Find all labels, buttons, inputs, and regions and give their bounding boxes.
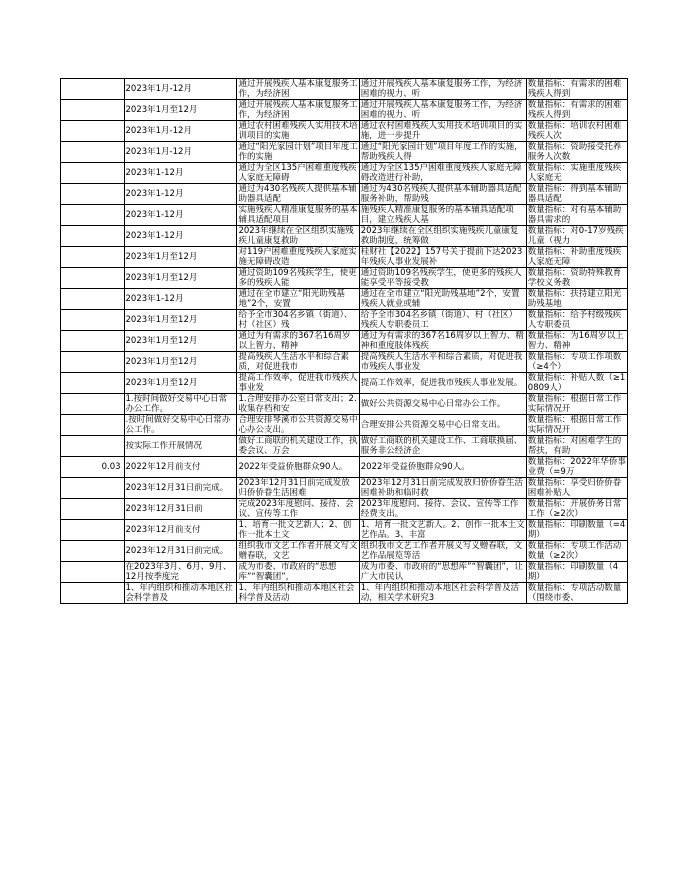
cell-text: 通过开展残疾人基本康复服务工作，为经济困难的视力、听: [360, 100, 523, 120]
period-cell: [124, 310, 237, 331]
amount-cell: [61, 436, 125, 457]
period-cell: [124, 226, 237, 247]
cell-text: 合理安排琴溪市公共资源交易中心办公支出。: [238, 415, 358, 435]
goal-cell: [237, 205, 359, 226]
table-row: [61, 289, 628, 310]
cell-text: 2023年1月至12月: [125, 105, 198, 115]
cell-text: 1、培育一批文艺新人；2、创作一批本土文: [238, 520, 352, 540]
amount-cell: [61, 331, 125, 352]
amount-cell: [61, 268, 125, 289]
table-row: [61, 268, 628, 289]
content-cell: [359, 79, 526, 100]
table-row: [61, 520, 628, 541]
indicator-cell: [526, 79, 627, 100]
goal-cell: [237, 436, 359, 457]
table-row: [61, 310, 628, 331]
table-row: [61, 499, 628, 520]
table-body: [61, 79, 628, 604]
cell-text: 通过为全区135户困难重度残疾人家庭无障碍: [238, 163, 357, 183]
cell-text: 数量指标：资助特殊教育学校义务教: [527, 268, 622, 288]
cell-text: 成为市委、市政府的“思想库”“智囊团”，: [238, 562, 337, 582]
period-cell: [124, 184, 237, 205]
indicator-cell: [526, 163, 627, 184]
amount-cell: [61, 394, 125, 415]
cell-text: 对119户困难重度残疾人家庭实施无障碍改造: [238, 247, 357, 267]
amount-cell: [61, 352, 125, 373]
cell-text: 数量指标：得到基本辅助器具适配: [527, 184, 622, 204]
indicator-cell: [526, 520, 627, 541]
content-cell: [359, 520, 526, 541]
indicator-cell: [526, 352, 627, 373]
goal-cell: [237, 121, 359, 142]
period-cell: [124, 268, 237, 289]
table-row: [61, 478, 628, 499]
period-cell: [124, 415, 237, 436]
budget-performance-table: [60, 78, 628, 604]
amount-cell: [61, 310, 125, 331]
goal-cell: [237, 583, 359, 604]
cell-text: 通过开展残疾人基本康复服务工作，为经济困难的视力、听: [360, 79, 523, 99]
indicator-cell: [526, 562, 627, 583]
content-cell: [359, 121, 526, 142]
cell-text: 组织我市文艺工作者开展文写文赠春联，文艺: [238, 541, 358, 561]
cell-text: 数量指标：专项工作项数（≥4个）: [527, 352, 622, 372]
cell-text: 数量指标：有需求的困难残疾人得到: [527, 100, 622, 120]
table-row: [61, 583, 628, 604]
cell-text: 2023年1月-12月: [125, 147, 192, 157]
cell-text: 2023年1月至12月: [125, 252, 198, 262]
content-cell: [359, 184, 526, 205]
cell-text: 数量指标：根据日常工作实际情况开: [527, 415, 622, 435]
indicator-cell: [526, 415, 627, 436]
amount-cell: [61, 415, 125, 436]
period-cell: [124, 520, 237, 541]
cell-text: 通过为有需求的367名16周岁以上智力、精神和重度肢体残疾: [360, 331, 524, 351]
cell-text: 1、培育一批文艺新人。2、创作一批本土文艺作品。3、丰富: [360, 520, 525, 540]
content-cell: [359, 163, 526, 184]
content-cell: [359, 142, 526, 163]
cell-text: 做好工商联的机关建设工作，执委会议、万会: [238, 436, 358, 456]
period-cell: [124, 541, 237, 562]
goal-cell: [237, 79, 359, 100]
cell-text: 2023年12月31日前: [125, 504, 203, 514]
period-cell: [124, 478, 237, 499]
goal-cell: [237, 247, 359, 268]
content-cell: [359, 436, 526, 457]
cell-text: 通过农村困难残疾人实用技术培训项目的实施: [238, 121, 358, 141]
cell-text: 数量指标：对困难学生的帮扶，有助: [527, 436, 622, 456]
period-cell: [124, 373, 237, 394]
cell-text: 2023年继续在全区组织实施残疾儿童康复救助: [238, 226, 354, 246]
cell-text: 2023年1月-12月: [125, 84, 192, 94]
table-row: [61, 562, 628, 583]
goal-cell: [237, 394, 359, 415]
cell-text: 数量指标：2022年华侨事业费（=9万: [527, 457, 626, 477]
goal-cell: [237, 310, 359, 331]
indicator-cell: [526, 289, 627, 310]
cell-text: 实施残疾人精准康复服务的基本辅具适配项目: [238, 205, 358, 225]
content-cell: [359, 247, 526, 268]
table-row: [61, 541, 628, 562]
cell-text: 数量指标：享受归侨侨眷困难补贴人: [527, 478, 622, 498]
indicator-cell: [526, 268, 627, 289]
cell-text: 按实际工作开展情况: [125, 441, 203, 451]
cell-text: 数量指标：对0-17岁残疾儿童（视力: [527, 226, 624, 246]
period-cell: [124, 247, 237, 268]
cell-text: 数量指标：印刷数量（=4期）: [527, 520, 626, 540]
table-row: [61, 142, 628, 163]
indicator-cell: [526, 310, 627, 331]
goal-cell: [237, 289, 359, 310]
cell-text: 数量指标：专项活动数量（围绕市委、: [527, 583, 622, 603]
content-cell: [359, 100, 526, 121]
table-row: [61, 394, 628, 415]
cell-text: 2022年12月前支付: [125, 462, 201, 472]
cell-text: 在2023年3月、6月、9月、12月按季度完: [125, 562, 232, 582]
cell-text: .按时间做好交易中心日常办公工作。: [125, 415, 231, 435]
indicator-cell: [526, 100, 627, 121]
period-cell: [124, 583, 237, 604]
cell-text: 2023年1-12月: [125, 231, 184, 241]
cell-text: 通过“阳光家园计划”项目年度工作的实施，帮助残疾人得: [360, 142, 523, 162]
content-cell: [359, 499, 526, 520]
indicator-cell: [526, 184, 627, 205]
cell-text: 通过资助109名残疾学生，使更多的残疾人能: [238, 268, 357, 288]
period-cell: [124, 142, 237, 163]
cell-text: 数量指标：补助重度残疾人家庭无障: [527, 247, 622, 267]
cell-text: 数量指标：印刷数量（4期）: [527, 562, 619, 582]
goal-cell: [237, 541, 359, 562]
goal-cell: [237, 520, 359, 541]
amount-cell: [61, 247, 125, 268]
cell-text: 施残疾人精准康复服务的基本辅具适配项目，建立残疾人基: [360, 205, 514, 225]
indicator-cell: [526, 436, 627, 457]
period-cell: [124, 436, 237, 457]
cell-text: 数量指标：实施重度残疾人家庭无: [527, 163, 622, 183]
cell-text: 通过为全区135户困难重度残疾人家庭无障碍改造进行补助，: [360, 163, 522, 183]
content-cell: [359, 205, 526, 226]
cell-text: 1.合理安排办公室日常支出；2.收集存档和安: [238, 394, 357, 414]
cell-text: 2023年12月31日前完成发放归侨侨眷生活困难: [238, 478, 350, 498]
cell-text: 桂财社【2022】157号关于提前下达2023年残疾人事业发展补: [360, 247, 523, 267]
content-cell: [359, 310, 526, 331]
amount-cell: [61, 289, 125, 310]
goal-cell: [237, 562, 359, 583]
content-cell: [359, 268, 526, 289]
cell-text: 2023年12月31日前完成。: [125, 546, 229, 556]
content-cell: [359, 352, 526, 373]
cell-text: 1、年内组织和推动本地区社会科学普及活动，相关学术研究3: [360, 583, 520, 603]
cell-text: 数量指标：对有基本辅助器具需求的: [527, 205, 622, 225]
cell-text: 组织我市文艺工作者开展义写义赠春联，文艺作品展览等活: [360, 541, 523, 561]
table-row: [61, 331, 628, 352]
content-cell: [359, 373, 526, 394]
cell-text: 2023年12月31日前完成发放归侨侨眷生活困难补助和临时救: [360, 478, 524, 498]
goal-cell: [237, 184, 359, 205]
cell-text: 2023年1月至12月: [125, 315, 198, 325]
goal-cell: [237, 457, 359, 478]
cell-text: 数量指标：专项工作活动数量（≥2次）: [527, 541, 622, 561]
cell-text: 2023年1-12月: [125, 294, 184, 304]
cell-text: 通过农村困难残疾人实用技术培训项目的实施，进一步提升: [360, 121, 523, 141]
cell-text: 通过开展残疾人基本康复服务工作，为经济困: [238, 79, 358, 99]
cell-text: 2023年1-12月: [125, 210, 184, 220]
content-cell: [359, 415, 526, 436]
table-row: [61, 415, 628, 436]
amount-cell: [61, 583, 125, 604]
cell-text: 数量指标：为16周岁以上智力、精神: [527, 331, 624, 351]
amount-cell: [61, 142, 125, 163]
indicator-cell: [526, 331, 627, 352]
cell-text: 2023年1月至12月: [125, 378, 198, 388]
cell-text: 通过开展残疾人基本康复服务工作，为经济困: [238, 100, 358, 120]
table-row: [61, 121, 628, 142]
cell-text: 通过在全市建立“阳光助残基地”2个，安置: [238, 289, 345, 309]
table-row: [61, 436, 628, 457]
cell-text: 数量指标：补贴人数（≥10809人）: [527, 373, 626, 393]
table-row: [61, 184, 628, 205]
goal-cell: [237, 331, 359, 352]
indicator-cell: [526, 499, 627, 520]
cell-text: 数量指标：给予村级残疾人专职委员: [527, 310, 622, 330]
cell-text: 通过为有需求的367名16周岁以上智力、精神: [238, 331, 351, 351]
indicator-cell: [526, 121, 627, 142]
indicator-cell: [526, 457, 627, 478]
cell-text: 提高残疾人生活水平和综合素质，对促进我市残疾人事业发: [360, 352, 523, 372]
cell-text: 1、年内组织和推动本地区社会科学普及活动: [238, 583, 355, 603]
cell-text: 数量指标：有需求的困难残疾人得到: [527, 79, 622, 99]
content-cell: [359, 541, 526, 562]
indicator-cell: [526, 478, 627, 499]
cell-text: 通过为430名残疾人提供基本辅助器具适配服务补助，帮助残: [360, 184, 522, 204]
amount-cell: [61, 520, 125, 541]
cell-text: 2023年继续在全区组织实施残疾儿童康复救助制度，统筹做: [360, 226, 519, 246]
amount-cell: [61, 226, 125, 247]
amount-cell: [61, 562, 125, 583]
amount-cell: [61, 499, 125, 520]
cell-text: 成为市委、市政府的“思想库”“智囊团”，让广大市民认: [360, 562, 523, 582]
cell-text: 2023年1月至12月: [125, 273, 198, 283]
period-cell: [124, 499, 237, 520]
goal-cell: [237, 373, 359, 394]
content-cell: [359, 331, 526, 352]
amount-cell: [61, 457, 125, 478]
table-row: [61, 163, 628, 184]
cell-text: 1、年内组织和推动本地区社会科学普及: [125, 583, 233, 603]
content-cell: [359, 394, 526, 415]
period-cell: [124, 352, 237, 373]
content-cell: [359, 583, 526, 604]
cell-text: 1.按时间做好交易中心日常办公工作。: [125, 394, 228, 414]
table-row: [61, 226, 628, 247]
cell-text: 做好公共资源交易中心日常办公工作。: [360, 399, 506, 409]
cell-text: 2023年1-12月: [125, 168, 184, 178]
goal-cell: [237, 352, 359, 373]
period-cell: [124, 562, 237, 583]
content-cell: [359, 289, 526, 310]
period-cell: [124, 100, 237, 121]
cell-text: 数量指标：培训农村困难残疾人次: [527, 121, 622, 141]
cell-text: 给予全市304名乡镇（街道）、村（社区）残疾人专职委员工: [360, 310, 518, 330]
table-row: [61, 79, 628, 100]
amount-cell: [61, 100, 125, 121]
period-cell: [124, 289, 237, 310]
amount-cell: [61, 163, 125, 184]
amount-cell: [61, 121, 125, 142]
cell-text: 2023年1月-12月: [125, 126, 192, 136]
table-row: [61, 100, 628, 121]
content-cell: [359, 226, 526, 247]
cell-text: 完成2023年度慰问、接待、会议、宣传等工作: [238, 499, 354, 519]
cell-text: 提高工作效率，促进我市残疾人事业发展。: [360, 378, 523, 388]
cell-text: 通过“阳光家园计划”项目年度工作的实施: [238, 142, 358, 162]
content-cell: [359, 457, 526, 478]
table-row: [61, 205, 628, 226]
goal-cell: [237, 268, 359, 289]
period-cell: [124, 163, 237, 184]
period-cell: [124, 331, 237, 352]
cell-text: 合理安排公共资源交易中心日常支出。: [360, 420, 506, 430]
indicator-cell: [526, 247, 627, 268]
content-cell: [359, 562, 526, 583]
indicator-cell: [526, 226, 627, 247]
amount-cell: [61, 184, 125, 205]
cell-text: 2023年1月至12月: [125, 336, 198, 346]
cell-text: 数量指标：开展侨务日常工作（≥2次）: [527, 499, 622, 519]
cell-text: 2023年1-12月: [125, 189, 184, 199]
table-row: [61, 457, 628, 478]
amount-cell: [61, 478, 125, 499]
cell-text: 数量指标：资助接受托养服务人次数: [527, 142, 622, 162]
table-row: [61, 373, 628, 394]
content-cell: [359, 478, 526, 499]
period-cell: [124, 394, 237, 415]
period-cell: [124, 121, 237, 142]
goal-cell: [237, 100, 359, 121]
cell-text: 2023年12月31日前完成。: [125, 483, 229, 493]
goal-cell: [237, 163, 359, 184]
cell-text: 0.03: [101, 462, 121, 472]
table-row: [61, 247, 628, 268]
indicator-cell: [526, 142, 627, 163]
cell-text: 通过为430名残疾人提供基本辅助器具适配: [238, 184, 357, 204]
cell-text: 提高残疾人生活水平和综合素质，对促进我市: [238, 352, 349, 372]
cell-text: 通过资助109名残疾学生，使更多的残疾人能享受平等接受教: [360, 268, 522, 288]
cell-text: 数量指标：扶持建立阳光助残基地: [527, 289, 622, 309]
amount-cell: [61, 541, 125, 562]
cell-text: 2022年受益侨胞群众90人。: [360, 462, 470, 472]
indicator-cell: [526, 583, 627, 604]
amount-cell: [61, 373, 125, 394]
cell-text: 2023年12月前支付: [125, 525, 201, 535]
goal-cell: [237, 415, 359, 436]
period-cell: [124, 457, 237, 478]
cell-text: 通过在全市建立“阳光助残基地”2个，安置残疾人就业或辅: [360, 289, 520, 309]
indicator-cell: [526, 541, 627, 562]
indicator-cell: [526, 373, 627, 394]
period-cell: [124, 79, 237, 100]
goal-cell: [237, 478, 359, 499]
table-row: [61, 352, 628, 373]
goal-cell: [237, 226, 359, 247]
cell-text: 2023年1月至12月: [125, 357, 198, 367]
cell-text: 数量指标：根据日常工作实际情况开: [527, 394, 622, 414]
period-cell: [124, 205, 237, 226]
amount-cell: [61, 79, 125, 100]
amount-cell: [61, 205, 125, 226]
cell-text: 给予全市304名乡镇（街道）、村（社区）残: [238, 310, 353, 330]
goal-cell: [237, 499, 359, 520]
indicator-cell: [526, 394, 627, 415]
cell-text: 2022年受益侨胞群众90人。: [238, 462, 348, 472]
cell-text: 提高工作效率，促进我市残疾人事业发: [238, 373, 358, 393]
cell-text: 做好工商联的机关建设工作、工商联换届、服务非公经济企: [360, 436, 523, 456]
goal-cell: [237, 142, 359, 163]
cell-text: 2023年度慰问、接待、会议、宣传等工作经费支出。: [360, 499, 519, 519]
indicator-cell: [526, 205, 627, 226]
